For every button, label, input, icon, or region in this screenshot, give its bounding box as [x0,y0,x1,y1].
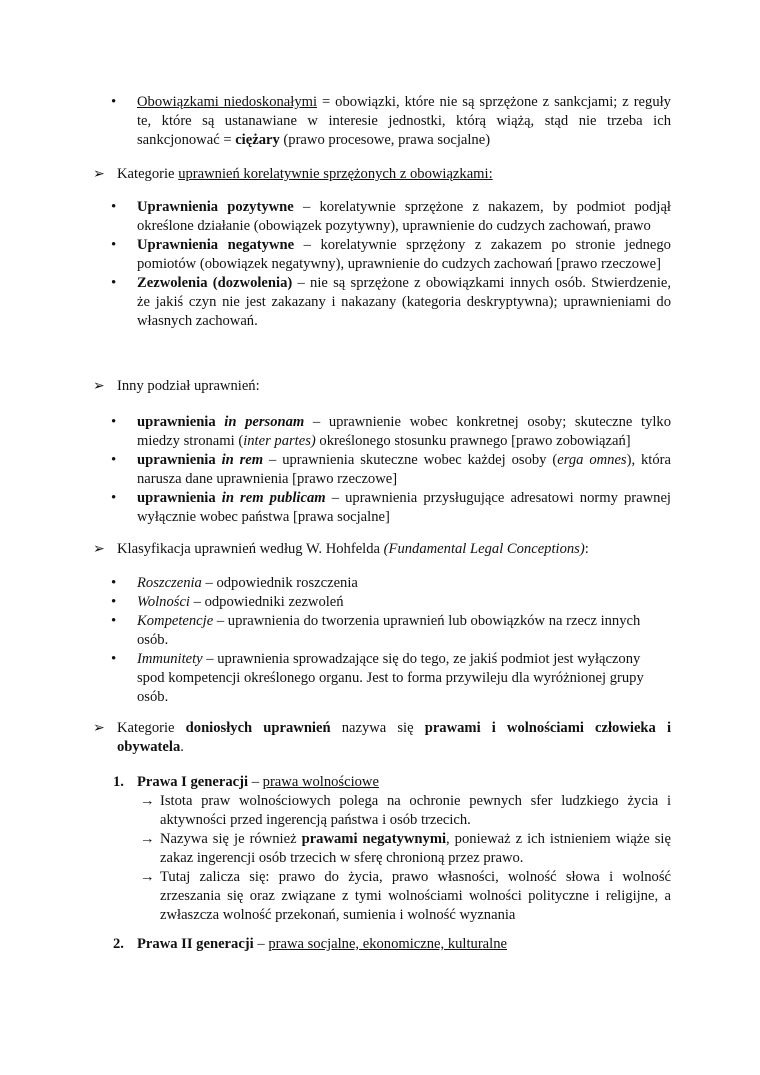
dash: – [248,774,263,790]
generation-title: Prawa II generacji [137,936,254,952]
section2-list [111,413,672,527]
heading-text: Inny podział uprawnień: [117,378,260,394]
heading-end: . [180,739,184,755]
generation-1-heading [113,773,671,792]
term: Obowiązkami niedoskonałymi [137,94,318,110]
bullet-icon: • [111,94,117,110]
arrow-point [140,792,671,830]
arrow-point [140,868,671,925]
item-text: – odpowiedniki zezwoleń [189,594,344,610]
item-text: – uprawnienia do tworzenia uprawnień lub obowiązków na rzecz innych osób. [137,613,641,648]
list-item [111,489,671,527]
dash: – [253,936,269,952]
arrowhead-icon: ➢ [93,542,105,557]
bullet-icon: • [111,575,117,591]
arrowhead-icon: ➢ [93,379,105,394]
heading-mid: nazywa się [330,720,425,736]
list-item [111,650,671,707]
arrowhead-icon: ➢ [93,721,105,736]
item-term: uprawnienia [137,490,222,506]
point-text: Tutaj zalicza się: prawo do życia, prawo własności, wolność słowa i wolność zrzeszania się oraz związane z tymi wolnościami wolności polityczne i religijne, a zwłaszcza wolność przekonań, sumienia i wolność wyznania [160,869,671,923]
item-text: – uprawnienia przysługujące adresatowi normy prawnej wyłącznie wobec państwa [prawa socjalne] [137,490,671,525]
item-term: Uprawnienia negatywne [137,237,295,253]
item-text: (prawo procesowe, prawa socjalne) [279,132,491,148]
heading-italic: (Fundamental Legal Conceptions) [383,541,585,557]
item-text: ), która narusza dane uprawnienia [prawo rzeczowe] [137,452,671,487]
point-text: , ponieważ z ich istnieniem wiąże się zakaz ingerencji osób trzecich w sferę chronioną przez prawo. [160,831,671,866]
arrowhead-icon: ➢ [93,167,105,182]
bullet-icon: • [111,490,117,506]
item-term: uprawnienia [137,452,222,468]
generation-2-heading [113,935,671,954]
list-item [111,593,671,612]
generation-subtitle: prawa wolnościowe [262,774,379,790]
bullet-icon: • [111,651,117,667]
list-item [111,236,671,274]
heading-bold: prawami i wolnościami człowieka i obywatela [117,720,671,755]
item-term: Roszczenia [137,575,202,591]
list-item [111,274,672,331]
list-number: 1. [113,774,124,790]
bullet-icon: • [111,613,117,629]
top-bullet-list [111,93,671,150]
item-term: Uprawnienia pozytywne [137,199,294,215]
list-number: 2. [113,936,124,952]
right-arrow-icon: → [140,869,155,885]
list-item [111,198,671,236]
section1-list [111,198,672,331]
bullet-icon: • [111,199,117,215]
bullet-icon: • [111,452,117,468]
item-text: – nie są sprzężone z obowiązkami innych osób. Stwierdzenie, że jakiś czyn nie jest zakazany i nakazany (kategoria deskryptywna); uprawnieniami do własnych zachowań. [137,275,672,329]
generation-1-points [140,792,671,925]
item-italic: inter partes) [243,433,316,449]
list-item [111,612,671,650]
heading-end: : [584,541,589,557]
item-text: – uprawnienia sprowadzające się do tego, ze jakiś podmiot jest wyłączony spod kompetencji określonego organu. Jest to forma przywileju dla wyróżnionej grupy osób. [137,651,644,705]
item-latin-term: in rem [221,452,264,468]
item-term: Wolności [137,594,190,610]
section-heading-1 [93,165,677,184]
right-arrow-icon: → [140,793,155,809]
list-item [111,574,671,593]
bullet-icon: • [111,275,117,291]
section-heading-3 [93,540,677,559]
item-text: określonego stosunku prawnego [prawo zobowiązań] [315,433,631,449]
item-text: – uprawnienie wobec konkretnej osoby; skuteczne tylko miedzy stronami ( [137,414,672,449]
item-text: = obowiązki, które nie są sprzężone z sankcjami; z reguły te, które są ustanawiane w interesie jednostki, którą wiążą, stąd nie trzeba ich sankcjonować = [137,94,671,148]
right-arrow-icon: → [140,831,155,847]
item-text: – korelatywnie sprzężony z zakazem po stronie jednego pomiotów (obowiązek negatywny), uprawnienie do cudzych zachowań [prawo rzeczowe] [137,237,671,272]
item-text: – odpowiednik roszczenia [201,575,358,591]
point-text: Istota praw wolnościowych polega na ochronie pewnych sfer ludzkiego życia i aktywności przed ingerencją państwa i osób trzecich. [160,793,671,828]
item-latin-term: in rem publicam [221,490,326,506]
heading-text: Klasyfikacja uprawnień według W. Hohfelda [117,541,384,557]
generation-subtitle: prawa socjalne, ekonomiczne, kulturalne [268,936,507,952]
bullet-icon: • [111,237,117,253]
arrow-point [140,830,671,868]
bold-term: ciężary [235,132,280,148]
item-term: Zezwolenia (dozwolenia) [137,275,293,291]
list-item [111,413,672,451]
item-latin-term: in personam [224,414,305,430]
heading-underlined: uprawnień korelatywnie sprzężonych z obowiązkami: [178,166,493,182]
item-term: uprawnienia [137,414,225,430]
section3-list [111,574,671,707]
list-item [111,451,671,489]
point-text: Nazywa się je również [160,831,302,847]
item-text: – uprawnienia skuteczne wobec każdej osoby ( [263,452,558,468]
item-text: – korelatywnie sprzężone z nakazem, by podmiot podjął określone działanie (obowiązek pozytywny), uprawnienie do cudzych zachowań, prawo [137,199,671,234]
heading-lead: Kategorie [117,166,179,182]
heading-lead: Kategorie [117,720,186,736]
section-heading-4 [93,719,671,757]
heading-bold: doniosłych uprawnień [185,720,331,736]
item-term: Immunitety [137,651,203,667]
list-item [111,93,671,150]
bullet-icon: • [111,414,117,430]
point-bold: prawami negatywnymi [301,831,447,847]
generation-title: Prawa I generacji [137,774,249,790]
section-heading-2 [93,377,677,396]
bullet-icon: • [111,594,117,610]
item-term: Kompetencje [137,613,214,629]
item-italic: erga omnes [557,452,627,468]
